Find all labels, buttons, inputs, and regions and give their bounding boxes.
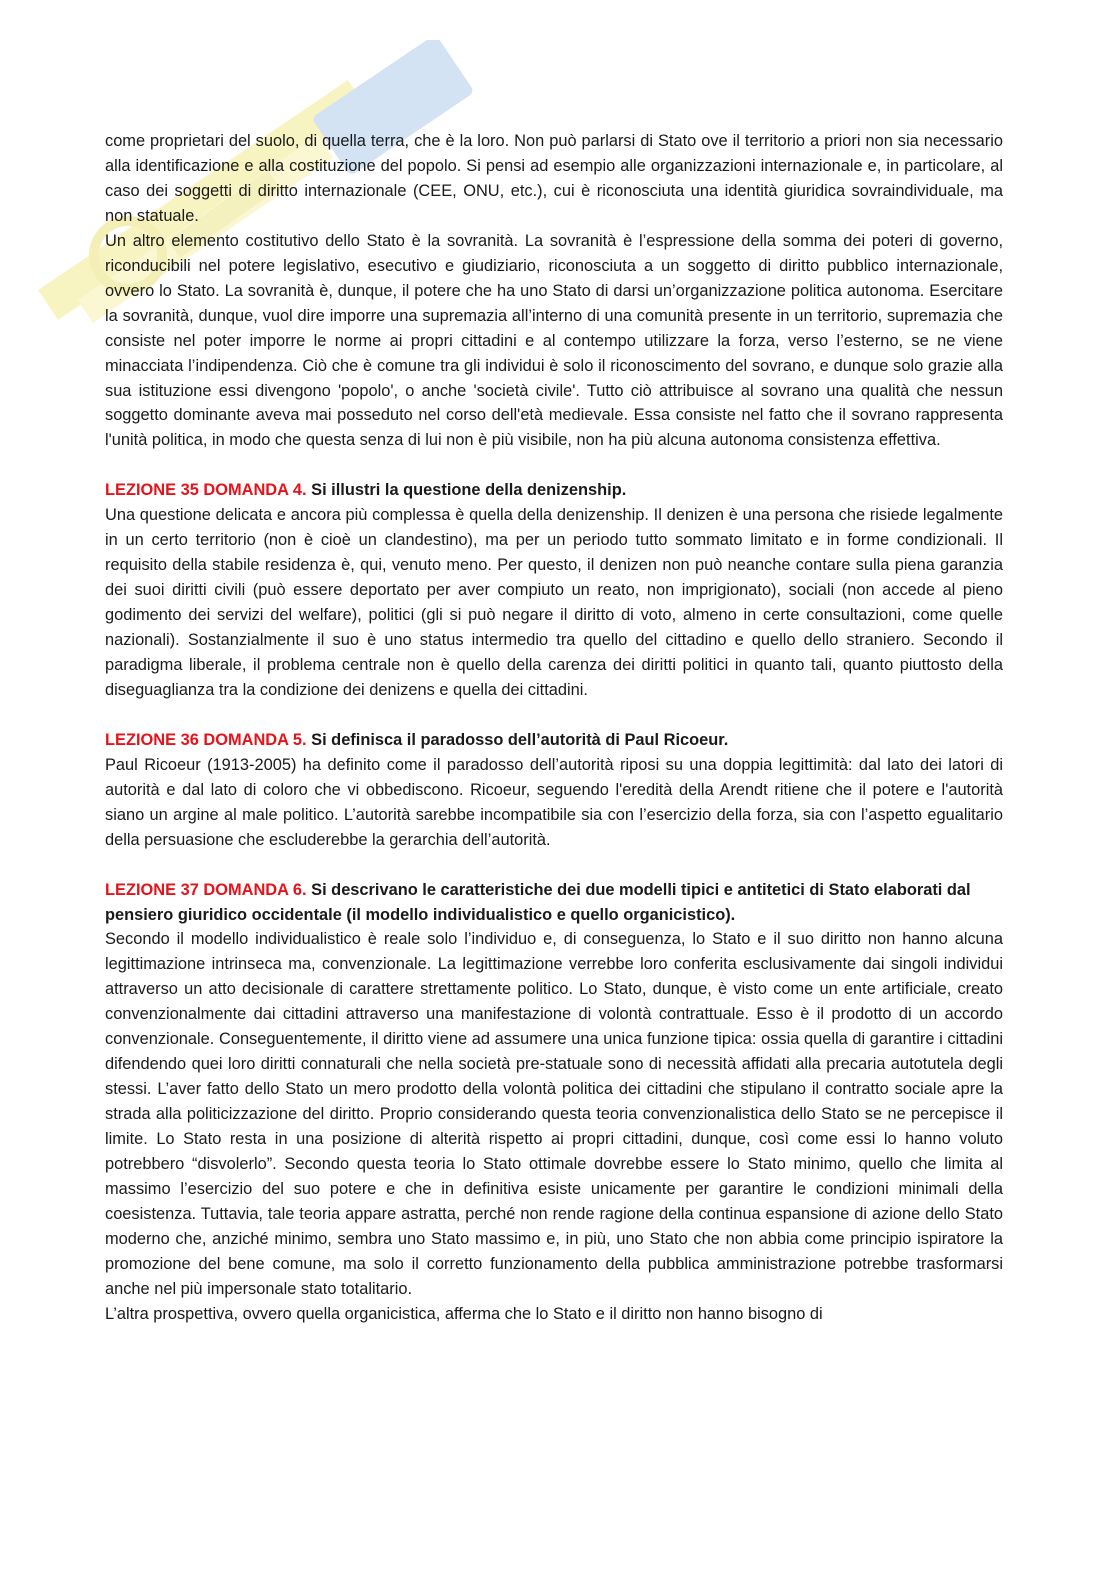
document-page xyxy=(105,129,1003,1327)
answer-paragraph: Paul Ricoeur (1913-2005) ha definito come il paradosso dell’autorità riposi su una doppia legittimità: dal lato dei latori di autorità e dal lato di coloro che vi obbediscono. Ricoeur, seguendo l'eredità della Arendt ritiene che il potere e l'autorità siano un argine al male politico. L’autorità sarebbe incompatibile sia con l’esercizio della forza, sia con l’aspetto egualitario della persuasione che escluderebbe la gerarchia dell’autorità. xyxy=(105,755,1003,849)
intro-paragraph-2: Un altro elemento costitutivo dello Stato è la sovranità. La sovranità è l’espressione della somma dei poteri di governo, riconducibili nel potere legislativo, esecutivo e giudiziario, riconosciuta a un soggetto di diritto pubblico internazionale, ovvero lo Stato. La sovranità è, dunque, il potere che ha uno Stato di darsi un’organizzazione politica autonoma. Esercitare la sovranità, dunque, vuol dire imporre una supremazia all’interno di una comunità presente in un territorio, supremazia che consiste nel poter imporre le norme ai propri cittadini e al contempo utilizzare la forza, verso l’esterno, se ne viene minacciata l’indipendenza. Ciò che è comune tra gli individui è solo il riconoscimento del sovrano, e dunque solo grazie alla sua istituzione essi divengono 'popolo', o anche 'società civile'. Tutto ciò attribuisce al sovrano una qualità che nessun soggetto dominante aveva mai posseduto nel corso dell'età medievale. Essa consiste nel fatto che il sovrano rappresenta l'unità politica, in modo che questa senza di lui non è più visibile, non ha più alcuna autonoma consistenza effettiva. xyxy=(105,231,1003,450)
section-lezione-37 xyxy=(105,878,1003,1327)
question-text: Si illustri la questione della denizenship. xyxy=(311,481,627,500)
answer-paragraph: Secondo il modello individualistico è reale solo l’individuo e, di conseguenza, lo Stato e il suo diritto non hanno alcuna legittimazione intrinseca ma, convenzionale. La legittimazione verrebbe loro conferita esclusivamente dai singoli individui attraverso un atto decisionale di carattere strettamente politico. Lo Stato, dunque, è visto come un ente artificiale, creato convenzionalmente dai cittadini attraverso una manifestazione di volontà contrattuale. Esso è il prodotto di un accordo convenzionale. Conseguentemente, il diritto viene ad assumere una unica funzione tipica: ossia quella di garantire i cittadini difendendo quei loro diritti connaturali che nella società pre-statuale sono di necessità affidati alla precaria autotutela degli stessi. L’aver fatto dello Stato un mero prodotto della volontà politica dei cittadini che stipulano il contratto sociale apre la strada alla politicizzazione del diritto. Proprio considerando questa teoria convenzionalistica dello Stato se ne percepisce il limite. Lo Stato resta in una posizione di alterità rispetto ai propri cittadini, dunque, così come essi lo hanno voluto potrebbero “disvolerlo”. Secondo questa teoria lo Stato ottimale dovrebbe essere lo Stato minimo, quello che limita al massimo l’esercizio del suo potere e che in definitiva esiste unicamente per garantire le condizioni minimali della coesistenza. Tuttavia, tale teoria appare astratta, perché non rende ragione della continua espansione di azione dello Stato moderno che, anziché minimo, sembra uno Stato massimo e, in più, uno Stato che non abbia come principio ispiratore la promozione del bene comune, ma solo il corretto funzionamento della pubblica amministrazione potrebbe trasformarsi anche nel più impersonale stato totalitario. xyxy=(105,930,1003,1298)
intro-paragraph-1: come proprietari del suolo, di quella terra, che è la loro. Non può parlarsi di Stato ove il territorio a priori non sia necessario alla identificazione e alla costituzione del popolo. Si pensi ad esempio alle organizzazioni internazionale e, in particolare, al caso dei soggetti di diritto internazionale (CEE, ONU, etc.), cui è riconosciuta una identità giuridica sovraindividuale, ma non statuale. xyxy=(105,132,1003,225)
lesson-reference: LEZIONE 35 DOMANDA 4. xyxy=(105,481,307,500)
answer-paragraph: L’altra prospettiva, ovvero quella organicistica, afferma che lo Stato e il diritto non hanno bisogno di xyxy=(105,1304,823,1323)
section-lezione-35 xyxy=(105,478,1003,703)
section-heading xyxy=(105,878,1003,928)
section-heading xyxy=(105,728,1003,753)
section-lezione-36 xyxy=(105,728,1003,853)
lesson-reference: LEZIONE 37 DOMANDA 6. xyxy=(105,880,307,899)
answer-paragraph: Una questione delicata e ancora più complessa è quella della denizenship. Il denizen è una persona che risiede legalmente in un certo territorio (non è cioè un clandestino), ma per un periodo tutto sommato limitato e in forme condizionali. Il requisito della stabile residenza è, qui, venuto meno. Per questo, il denizen non può neanche contare sulla piena garanzia dei suoi diritti civili (può essere deportato per aver compiuto un reato, non imprigionato), sociali (non accede al pieno godimento dei servizi del welfare), politici (gli si può negare il diritto di voto, almeno in certe consultazioni, come quelle nazionali). Sostanzialmente il suo è uno status intermedio tra quello del cittadino e quello dello straniero. Secondo il paradigma liberale, il problema centrale non è quello della carenza dei diritti politici in quanto tali, quanto piuttosto della diseguaglianza tra la condizione dei denizens e quella dei cittadini. xyxy=(105,506,1003,699)
question-text: Si definisca il paradosso dell’autorità di Paul Ricoeur. xyxy=(311,730,729,749)
lesson-reference: LEZIONE 36 DOMANDA 5. xyxy=(105,730,307,749)
section-heading xyxy=(105,478,1003,503)
question-text: Si descrivano le caratteristiche dei due modelli tipici e antitetici di Stato elaborati dal pensiero giuridico occidentale (il modello individualistico e quello organicistico). xyxy=(105,880,971,924)
